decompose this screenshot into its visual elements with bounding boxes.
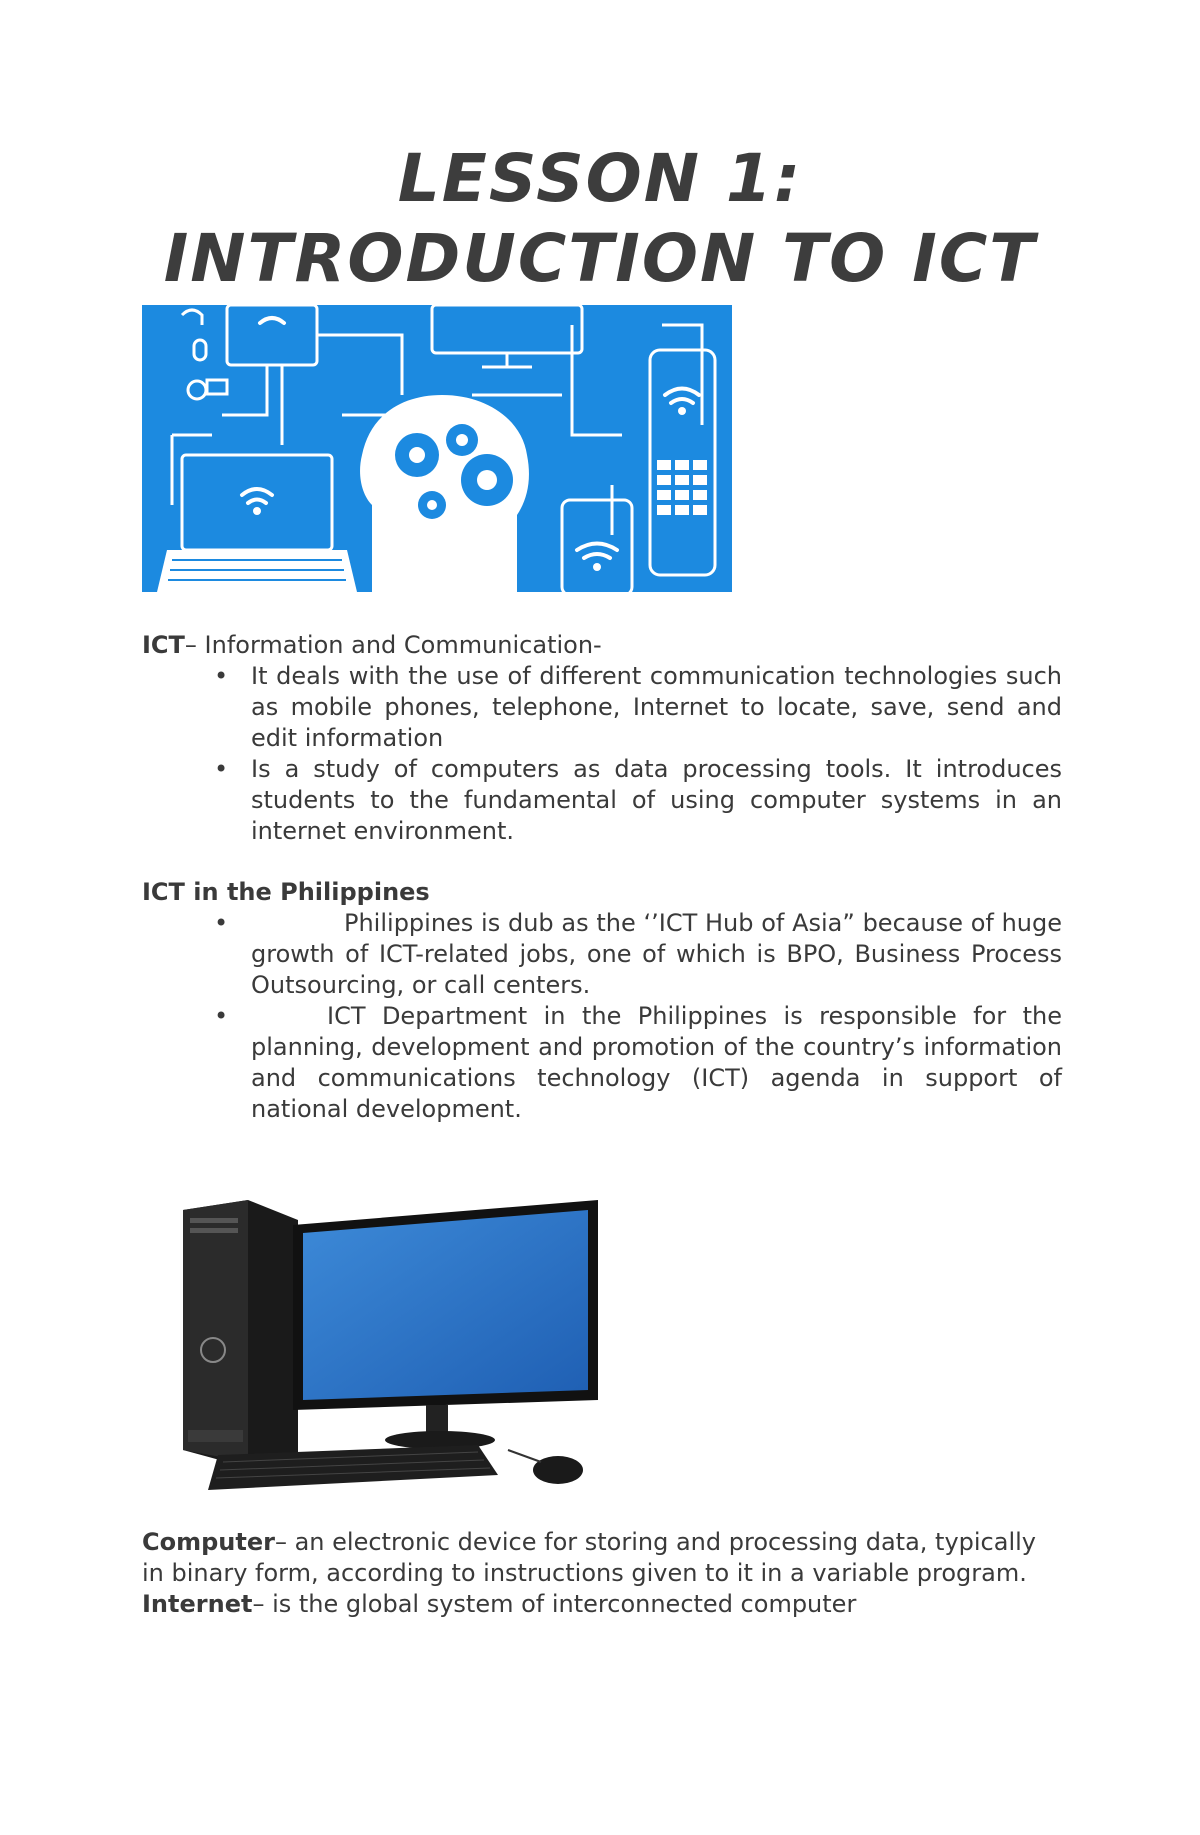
philippines-heading: ICT in the Philippines (142, 878, 430, 906)
internet-definition (142, 1589, 1062, 1620)
lesson-title-line2: INTRODUCTION TO ICT (163, 220, 1037, 297)
lesson-title-line1: LESSON 1: (397, 140, 803, 217)
bullet-text: Philippines is dub as the ‘’ICT Hub of Asia” because of huge growth of ICT-related jobs, one of which is BPO, Business Process Outsourcing, or call centers. (251, 909, 1062, 999)
ict-term: ICT (142, 631, 185, 659)
list-item (142, 908, 1062, 1001)
ict-definition-line (142, 630, 1062, 661)
ict-definition-block (142, 630, 1062, 847)
computer-definition-text: – an electronic device for storing and processing data, typically in binary form, according to instructions given to it in a variable program. (142, 1528, 1036, 1587)
bullet-text: ICT Department in the Philippines is responsible for the planning, development and promotion of the country’s information and communications technology (ICT) agenda in support of national development. (251, 1002, 1062, 1123)
philippines-bullet-list (142, 908, 1062, 1125)
bullet-text: Is a study of computers as data processing tools. It introduces students to the fundamental of using computer systems in an internet environment. (251, 755, 1062, 845)
bullet-text: It deals with the use of different communication technologies such as mobile phones, telephone, Internet to locate, save, send and edit information (251, 662, 1062, 752)
bullet-icon: • (214, 1002, 229, 1030)
ict-network-diagram-image (142, 305, 732, 592)
bullet-icon: • (214, 909, 229, 937)
ict-bullet-list (142, 661, 1062, 847)
philippines-block (142, 877, 1062, 1125)
internet-term: Internet (142, 1590, 253, 1618)
bullet-icon: • (214, 662, 229, 690)
definitions-block (142, 1527, 1062, 1620)
list-item (142, 754, 1062, 847)
internet-definition-text: – is the global system of interconnected computer (252, 1590, 857, 1618)
bullet-icon: • (214, 755, 229, 783)
computer-term: Computer (142, 1528, 275, 1556)
list-item (142, 661, 1062, 754)
list-item (142, 1001, 1062, 1125)
ict-definition-text: – Information and Communication- (184, 631, 602, 659)
desktop-computer-image (178, 1200, 608, 1510)
computer-definition (142, 1527, 1062, 1589)
